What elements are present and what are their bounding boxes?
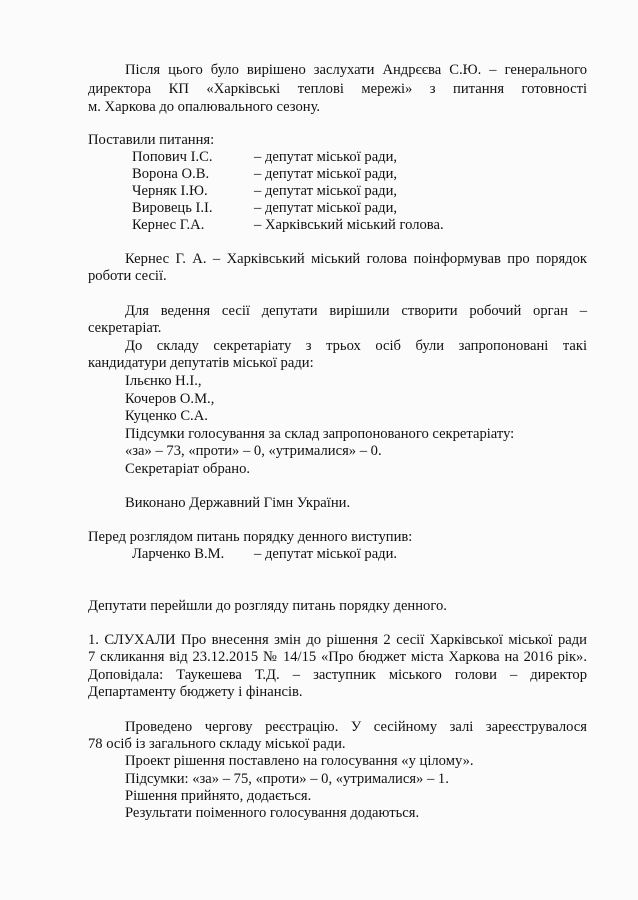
questioner-name: Вировець І.І. [132,200,213,216]
kernes-line-1: Кернес Г. А. – Харківський міський голова поінформував про порядок [125,251,587,267]
questioner-role: – Харківський міський голова. [254,217,444,233]
secretariat-line-1: Для ведення сесії депутати вирішили створити робочий орган – [125,303,587,319]
secretariat-member: Кочеров О.М., [125,391,215,407]
registration-line-4: Підсумки: «за» – 75, «проти» – 0, «утрималися» – 1. [125,771,449,787]
questioner-role: – депутат міської ради, [254,200,398,216]
questioner-role: – депутат міської ради, [254,183,398,199]
questioner-role: – депутат міської ради, [254,149,398,165]
intro-line-2: директора КП «Харківські теплові мережі» з питання готовності [88,81,587,97]
intro-line-3: м. Харкова до опалювального сезону. [88,99,321,115]
intro-line-1: Після цього було вирішено заслухати Андрєєва С.Ю. – генерального [125,62,587,78]
secretariat-member: Ільєнко Н.І., [125,373,202,389]
registration-line-1: Проведено чергову реєстрацію. У сесійному залі зареєструвалося [125,719,587,735]
registration-line-3: Проект рішення поставлено на голосування «у цілому». [125,753,474,769]
before-agenda-line: Перед розглядом питань порядку денного виступив: [88,529,413,545]
registration-line-6: Результати поіменного голосування додаються. [125,805,420,821]
secretariat-vote-result: «за» – 73, «проти» – 0, «утрималися» – 0. [125,443,382,459]
secretariat-vote-title: Підсумки голосування за склад запропонованого секретаріату: [125,426,515,442]
questioner-role: – депутат міської ради, [254,166,398,182]
item1-line-2: 7 скликання від 23.12.2015 № 14/15 «Про бюджет міста Харкова на 2016 рік». [88,649,587,665]
anthem-line: Виконано Державний Гімн України. [125,495,351,511]
secretariat-line-2: секретаріат. [88,320,162,336]
secretariat-member: Куценко С.А. [125,408,208,424]
speaker-name: Ларченко В.М. [132,546,225,562]
questioner-name: Ворона О.В. [132,166,210,182]
item1-line-3: Доповідала: Таукешева Т.Д. – заступник міського голови – директор [88,667,587,683]
questioner-name: Кернес Г.А. [132,217,205,233]
kernes-line-2: роботи сесії. [88,268,167,284]
secretariat-line-4: кандидатури депутатів міської ради: [88,355,314,371]
questioner-name: Черняк І.Ю. [132,183,208,199]
registration-line-2: 78 осіб із загального складу міської ради. [88,736,346,752]
secretariat-line-3: До складу секретаріату з трьох осіб були запропоновані такі [125,338,587,354]
registration-line-5: Рішення прийнято, додається. [125,788,312,804]
questions-heading: Поставили питання: [88,132,215,148]
questioner-name: Попович І.С. [132,149,213,165]
item1-line-1: 1. СЛУХАЛИ Про внесення змін до рішення 2 сесії Харківської міської ради [88,632,587,648]
agenda-transition: Депутати перейшли до розгляду питань порядку денного. [88,598,447,614]
item1-line-4: Департаменту бюджету і фінансів. [88,684,303,700]
speaker-role: – депутат міської ради. [254,546,398,562]
secretariat-elected: Секретаріат обрано. [125,461,251,477]
